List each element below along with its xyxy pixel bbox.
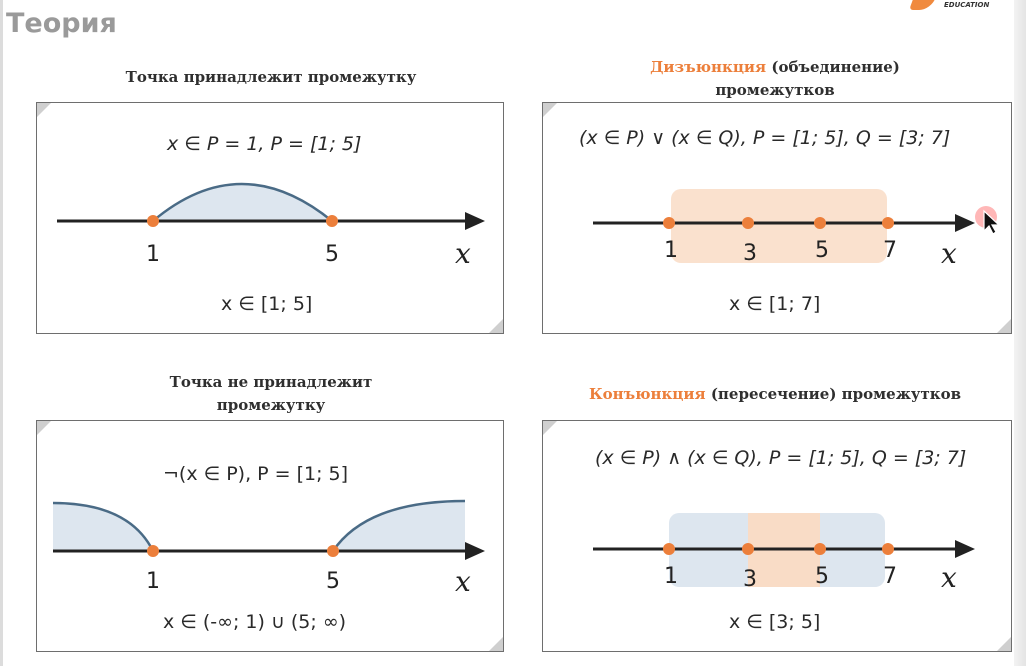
heading-conjunction-accent: Конъюнкция — [588, 385, 706, 403]
brand-text: EDUCATION — [944, 1, 990, 9]
heading-point-in — [36, 66, 506, 89]
panel-point-not-in — [36, 420, 504, 652]
panel-disjunction — [542, 102, 1012, 334]
heading-disjunction-line2: промежутков — [715, 81, 835, 99]
tick-label-1: 1 — [146, 569, 160, 594]
heading-point-in-text: Точка принадлежит промежутку — [125, 68, 417, 86]
heading-point-not-in-line1: Точка не принадлежит — [169, 373, 373, 391]
point-5 — [327, 545, 339, 557]
tick-label-3: 3 — [743, 241, 757, 266]
panel-conjunction — [542, 420, 1012, 652]
axis-variable: x — [941, 561, 957, 594]
tick-label-7: 7 — [883, 238, 897, 263]
formula-disjunction: (x ∈ P) ∨ (x ∈ Q), P = [1; 5], Q = [3; 7] — [579, 127, 951, 149]
point-1 — [147, 545, 159, 557]
axis-variable: x — [455, 565, 471, 598]
result-disjunction: x ∈ [1; 7] — [729, 293, 821, 315]
heading-conjunction — [540, 383, 1010, 406]
axis-arrow-icon — [955, 540, 975, 558]
result-conjunction: x ∈ [3; 5] — [729, 611, 821, 633]
point-3 — [742, 543, 754, 555]
union-region — [671, 189, 887, 263]
point-7 — [882, 217, 894, 229]
scrollbar-track[interactable] — [1014, 0, 1026, 666]
point-7 — [882, 543, 894, 555]
panel-point-in — [36, 102, 504, 334]
heading-disjunction-rest: (объединение) — [766, 58, 900, 76]
point-5 — [326, 215, 338, 227]
interval-arc-1-5 — [153, 184, 332, 221]
axis-variable: x — [455, 237, 471, 270]
tick-label-3: 3 — [743, 567, 757, 592]
tick-label-1: 1 — [146, 242, 160, 267]
result-point-in: x ∈ [1; 5] — [221, 293, 313, 315]
tick-label-5: 5 — [815, 564, 829, 589]
tick-label-7: 7 — [883, 564, 897, 589]
point-3 — [742, 217, 754, 229]
heading-point-not-in-line2: промежутку — [216, 396, 326, 414]
axis-variable: x — [941, 237, 957, 270]
page-title: Теория — [6, 8, 117, 39]
point-1 — [663, 543, 675, 555]
mouse-cursor-icon — [974, 203, 1004, 243]
tick-label-1: 1 — [664, 238, 678, 263]
heading-disjunction — [540, 56, 1010, 102]
point-1 — [663, 217, 675, 229]
heading-point-not-in — [36, 371, 506, 417]
formula-point-not-in: ¬(x ∈ P), P = [1; 5] — [163, 463, 349, 485]
formula-conjunction: (x ∈ P) ∧ (x ∈ Q), P = [1; 5], Q = [3; 7] — [595, 447, 967, 469]
tick-label-5: 5 — [326, 569, 340, 594]
tick-label-1: 1 — [664, 564, 678, 589]
heading-disjunction-accent: Дизъюнкция — [650, 58, 767, 76]
point-1 — [147, 215, 159, 227]
heading-conjunction-rest: (пересечение) промежутков — [705, 385, 961, 403]
axis-arrow-icon — [955, 214, 975, 232]
result-point-not-in: x ∈ (-∞; 1) ∪ (5; ∞) — [163, 611, 347, 633]
tick-label-5: 5 — [815, 238, 829, 263]
tick-label-5: 5 — [325, 242, 339, 267]
formula-point-in: x ∈ P = 1, P = [1; 5] — [167, 133, 362, 155]
window-edge-left — [0, 0, 3, 666]
brand-mark-icon — [909, 0, 937, 10]
axis-arrow-icon — [465, 542, 485, 560]
axis-arrow-icon — [465, 212, 485, 230]
point-5 — [814, 543, 826, 555]
point-5 — [814, 217, 826, 229]
